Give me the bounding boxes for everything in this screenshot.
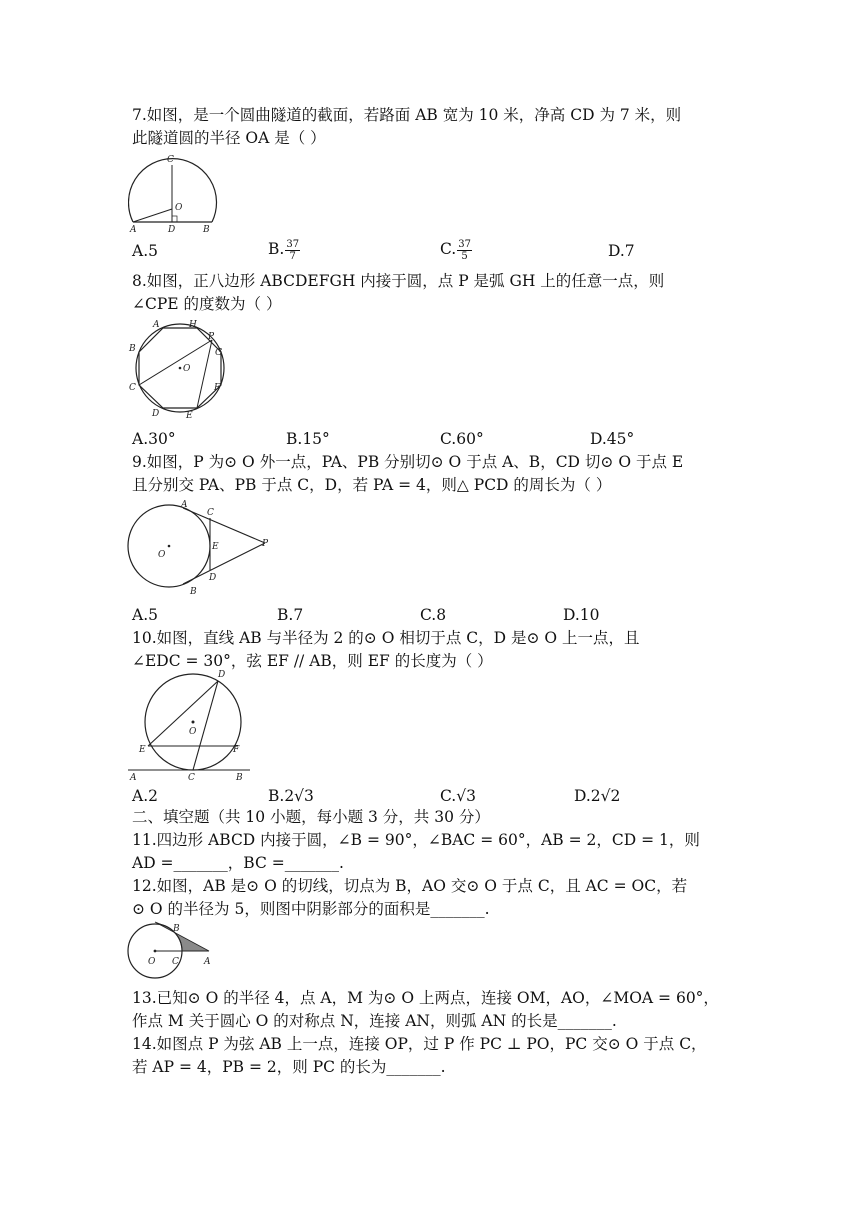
- q12-label-a: A: [204, 957, 211, 967]
- q8-line2: ∠CPE 的度数为（ ）: [132, 295, 282, 313]
- q10-option-c: C.√3: [440, 787, 476, 805]
- q10-label-b: B: [236, 773, 243, 783]
- q13-line1: 13.已知⊙ O 的半径 4，点 A，M 为⊙ O 上两点，连接 OM，AO，∠MOA = 60°，: [132, 989, 719, 1007]
- q7-option-a: A.5: [132, 242, 158, 260]
- q9-label-o: O: [158, 550, 166, 560]
- q10-label-a: A: [130, 773, 137, 783]
- q12-label-o: O: [148, 957, 156, 967]
- q9-label-e: E: [212, 542, 219, 552]
- q8-octagon-diagram: [126, 318, 230, 422]
- q10-label-d: D: [218, 670, 226, 680]
- q9-label-d: D: [209, 573, 217, 583]
- q8-label-c: C: [129, 383, 136, 393]
- q8-label-o: O: [183, 364, 191, 374]
- q9-label-a: A: [181, 500, 188, 510]
- q9-line2: 且分别交 PA、PB 于点 C，D，若 PA = 4，则△ PCD 的周长为（ ）: [132, 476, 612, 494]
- q10-chord-diagram: [126, 666, 252, 784]
- q10-option-a: A.2: [132, 787, 158, 805]
- q10-option-d: D.2√2: [574, 787, 621, 805]
- q10-label-e: E: [139, 745, 146, 755]
- q7-label-d: D: [168, 225, 176, 234]
- q12-label-c: C: [172, 957, 179, 967]
- q9-label-p: P: [262, 539, 269, 549]
- q8-option-a: A.30°: [132, 430, 176, 448]
- q7-label-b: B: [203, 225, 210, 234]
- q10-label-c: C: [188, 773, 195, 783]
- q14-line1: 14.如图点 P 为弦 AB 上一点，连接 OP，过 P 作 PC ⊥ PO，PC 交⊙ O 于点 C，: [132, 1035, 707, 1053]
- q8-label-g: G: [215, 348, 223, 358]
- q10-option-b: B.2√3: [268, 787, 314, 805]
- q10-label-o: O: [189, 727, 197, 737]
- q8-label-a: A: [153, 320, 160, 330]
- q9-option-a: A.5: [132, 606, 158, 624]
- q8-label-h: H: [189, 320, 197, 330]
- q9-label-c: C: [207, 508, 214, 518]
- q8-label-e: E: [186, 411, 193, 421]
- q12-label-b: B: [173, 924, 180, 934]
- q8-label-b: B: [129, 344, 136, 354]
- q9-label-b: B: [190, 587, 197, 597]
- q7-tunnel-diagram: [128, 152, 220, 234]
- q11-line1: 11.四边形 ABCD 内接于圆，∠B = 90°，∠BAC = 60°，AB = 2，CD = 1，则: [132, 831, 700, 849]
- q12-line1: 12.如图，AB 是⊙ O 的切线，切点为 B，AO 交⊙ O 于点 C，且 AC = OC，若: [132, 877, 688, 895]
- q7-label-o: O: [175, 203, 183, 213]
- q9-option-c: C.8: [420, 606, 447, 624]
- q8-line1: 8.如图，正八边形 ABCDEFGH 内接于圆，点 P 是弧 GH 上的任意一点，则: [132, 272, 665, 290]
- q7-line1: 7.如图，是一个圆曲隧道的截面，若路面 AB 宽为 10 米，净高 CD 为 7 米，则: [132, 106, 682, 124]
- q7-label-a: A: [130, 225, 137, 234]
- q10-line2: ∠EDC = 30°，弦 EF // AB，则 EF 的长度为（ ）: [132, 652, 493, 670]
- q9-option-d: D.10: [563, 606, 600, 624]
- q11-line2: AD =_______，BC =_______.: [132, 854, 344, 872]
- q7-option-b: B. $\frac{37}{7}$: [268, 238, 300, 262]
- q7-line2: 此隧道圆的半径 OA 是（ ）: [132, 129, 326, 147]
- q10-label-f: F: [233, 745, 240, 755]
- q7-option-d: D.7: [608, 242, 635, 260]
- q12-line2: ⊙ O 的半径为 5，则图中阴影部分的面积是_______.: [132, 900, 490, 918]
- q8-option-c: C.60°: [440, 430, 484, 448]
- q8-option-d: D.45°: [590, 430, 635, 448]
- q8-label-p: P: [208, 332, 215, 342]
- q8-label-d: D: [152, 409, 160, 419]
- section-2-heading: 二、填空题（共 10 小题，每小题 3 分，共 30 分）: [132, 808, 490, 826]
- q9-option-b: B.7: [277, 606, 304, 624]
- q8-option-b: B.15°: [286, 430, 330, 448]
- q13-line2: 作点 M 关于圆心 O 的对称点 N，连接 AN，则弧 AN 的长是_______.: [132, 1012, 617, 1030]
- q7-option-c: C. $\frac{37}{5}$: [440, 238, 471, 262]
- q14-line2: 若 AP = 4，PB = 2，则 PC 的长为_______.: [132, 1058, 446, 1076]
- q12-shaded-diagram: [126, 920, 216, 982]
- q8-label-f: F: [214, 383, 221, 393]
- q10-line1: 10.如图，直线 AB 与半径为 2 的⊙ O 相切于点 C，D 是⊙ O 上一点，且: [132, 629, 640, 647]
- q9-tangent-diagram: [127, 498, 277, 598]
- q9-line1: 9.如图，P 为⊙ O 外一点，PA、PB 分别切⊙ O 于点 A、B，CD 切⊙ O 于点 E: [132, 453, 684, 471]
- q7-label-c: C: [167, 155, 174, 165]
